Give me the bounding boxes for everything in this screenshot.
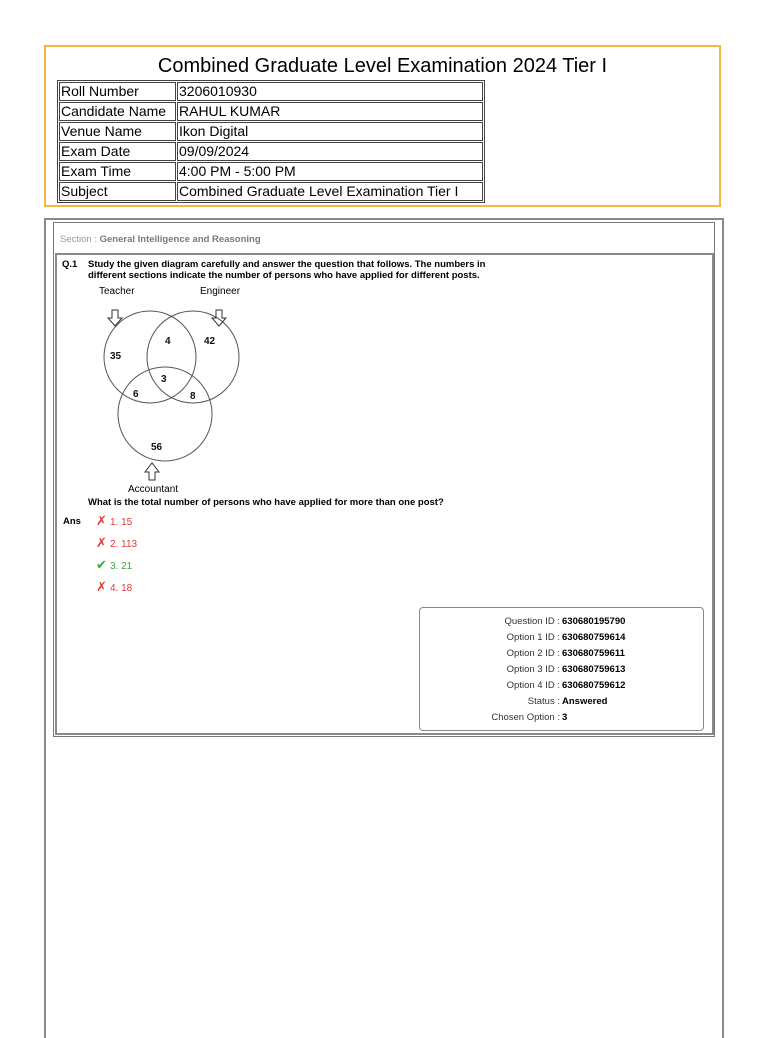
table-row <box>59 162 483 181</box>
option-1-text: 1. 15 <box>110 517 133 528</box>
cross-icon: ✗ <box>96 579 107 594</box>
venn-diagram <box>80 280 280 495</box>
meta-row-chosen-option: Chosen Option : 3 <box>491 712 568 723</box>
venn-value-teacher-engineer: 4 <box>165 336 171 347</box>
accountant-label: Accountant <box>128 484 179 495</box>
exam-time-value: 4:00 PM - 5:00 PM <box>177 162 483 181</box>
option-2 <box>96 536 137 550</box>
table-row <box>59 122 483 141</box>
option-3-text: 3. 21 <box>110 561 133 572</box>
roll-number-value: 3206010930 <box>177 82 483 101</box>
venn-value-engineer-only: 42 <box>204 336 216 347</box>
answer-label: Ans <box>63 516 81 527</box>
table-row <box>59 102 483 121</box>
meta-row-option-4-id: Option 4 ID : 630680759612 <box>506 680 626 691</box>
candidate-name-label: Candidate Name <box>59 102 176 121</box>
meta-row-option-1-id: Option 1 ID : 630680759614 <box>506 632 626 643</box>
teacher-label: Teacher <box>99 286 135 297</box>
subject-value: Combined Graduate Level Examination Tier I <box>177 182 483 201</box>
venue-name-label: Venue Name <box>59 122 176 141</box>
venn-value-engineer-accountant: 8 <box>190 391 196 402</box>
table-row <box>59 142 483 161</box>
exam-date-label: Exam Date <box>59 142 176 161</box>
venue-name-value: Ikon Digital <box>177 122 483 141</box>
option-4-text: 4. 18 <box>110 583 133 594</box>
engineer-label: Engineer <box>200 286 241 297</box>
exam-header <box>44 45 721 207</box>
roll-number-label: Roll Number <box>59 82 176 101</box>
section-heading <box>60 234 261 245</box>
venn-value-accountant-only: 56 <box>151 442 163 453</box>
cross-icon: ✗ <box>96 535 107 550</box>
venn-value-teacher-only: 35 <box>110 351 122 362</box>
teacher-arrow-icon <box>108 310 122 326</box>
accountant-arrow-icon <box>145 463 159 480</box>
question-text: Study the given diagram carefully and answer the question that follows. The numbers in different sections indicate the number of persons who have applied for different posts. <box>88 259 486 281</box>
exam-time-label: Exam Time <box>59 162 176 181</box>
option-4 <box>96 580 132 594</box>
candidate-name-value: RAHUL KUMAR <box>177 102 483 121</box>
question-number: Q.1 <box>62 259 78 270</box>
engineer-circle <box>147 311 239 403</box>
option-2-text: 2. 113 <box>110 539 138 550</box>
section-prefix: Section : <box>60 234 100 245</box>
subject-label: Subject <box>59 182 176 201</box>
check-icon: ✔ <box>96 557 107 572</box>
candidate-info-table <box>57 80 485 203</box>
section-name: General Intelligence and Reasoning <box>99 234 261 245</box>
venn-value-teacher-accountant: 6 <box>133 389 139 400</box>
option-3 <box>96 558 132 572</box>
question-ask: What is the total number of persons who have applied for more than one post? <box>88 497 444 508</box>
exam-title: Combined Graduate Level Examination 2024 Tier I <box>157 55 608 77</box>
exam-date-value: 09/09/2024 <box>177 142 483 161</box>
table-row <box>59 182 483 201</box>
venn-value-all-three: 3 <box>161 374 167 385</box>
meta-row-question-id: Question ID : 630680195790 <box>504 616 626 627</box>
meta-row-option-3-id: Option 3 ID : 630680759613 <box>506 664 626 675</box>
cross-icon: ✗ <box>96 513 107 528</box>
option-1 <box>96 514 132 528</box>
meta-row-status: Status : Answered <box>527 696 608 707</box>
table-row <box>59 82 483 101</box>
meta-row-option-2-id: Option 2 ID : 630680759611 <box>506 648 625 659</box>
